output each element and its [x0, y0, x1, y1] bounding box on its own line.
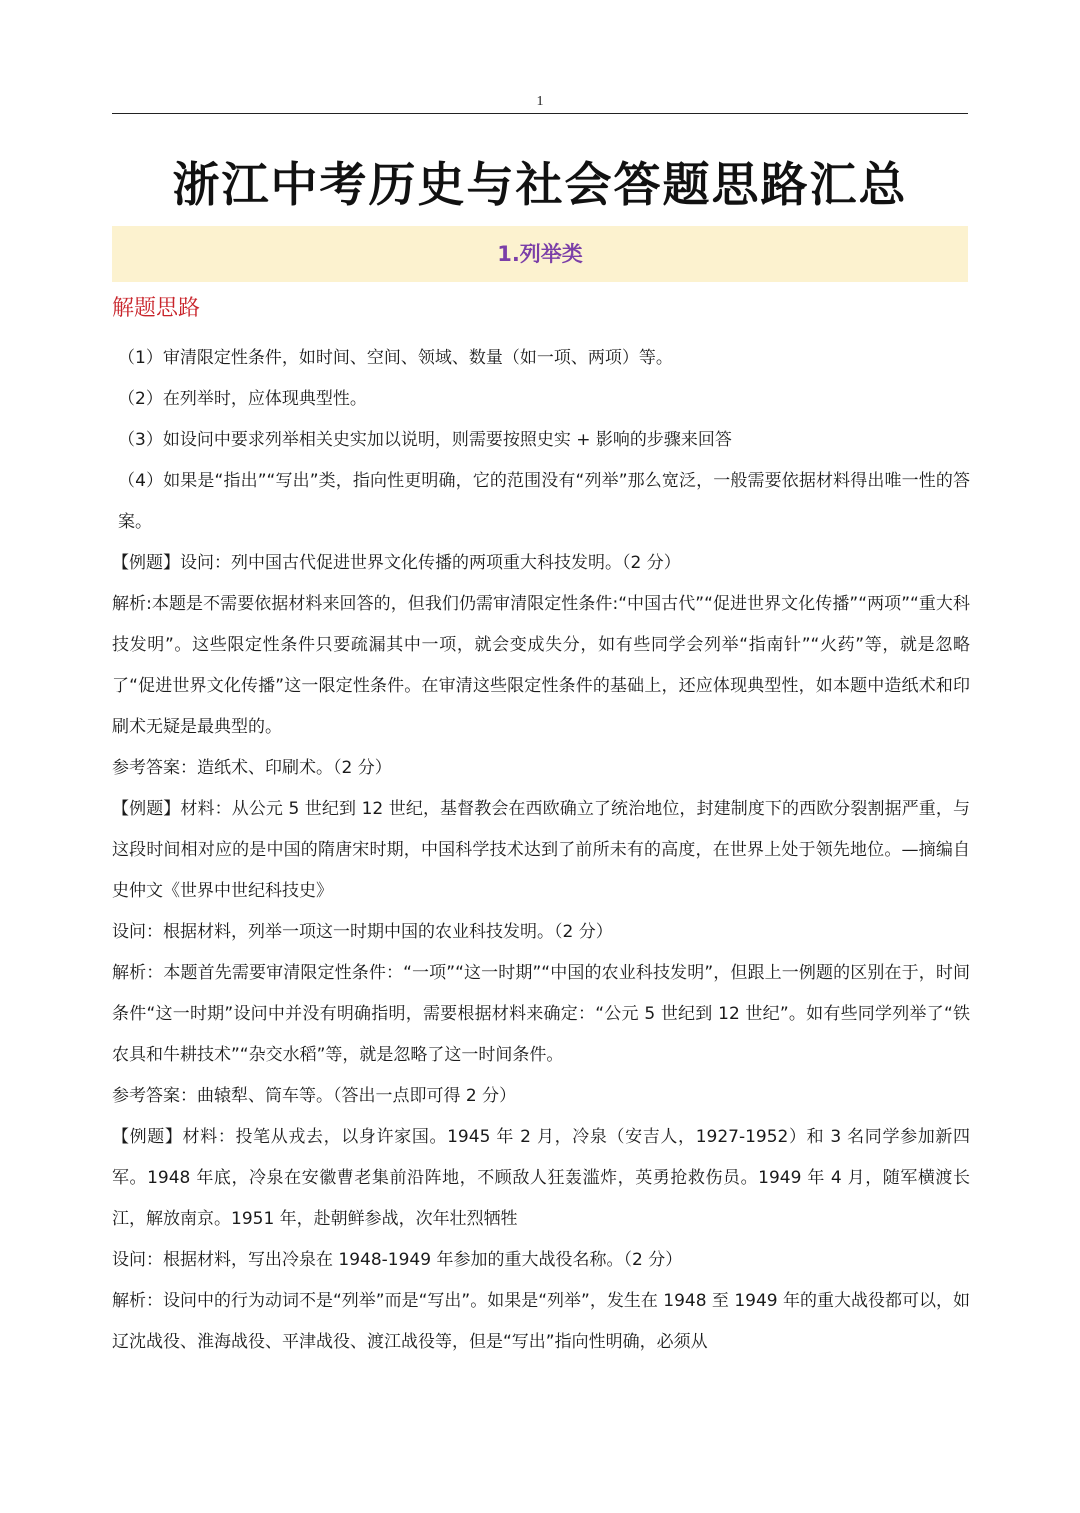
approach-heading: 解题思路	[112, 296, 201, 321]
example-1-answer: 参考答案：造纸术、印刷术。（2 分）	[112, 758, 392, 778]
page-number: 1	[536, 94, 544, 109]
example-2-question: 设问：根据材料，列举一项这一时期中国的农业科技发明。（2 分）	[112, 922, 613, 942]
example-2-material: 【例题】材料：从公元 5 世纪到 12 世纪，基督教会在西欧确立了统治地位，封建制度下的西欧分裂割据严重，与这段时间相对应的是中国的隋唐宋时期，中国科学技术达到了前所未有的高度，在世界上处于领先地位。—摘编自史仲文《世界中世纪科技史》	[112, 799, 970, 901]
example-3-material: 【例题】材料：投笔从戎去，以身许家国。1945 年 2 月，冷泉（安吉人，1927-1952）和 3 名同学参加新四军。1948 年底，冷泉在安徽曹老集前沿阵地，不顾敌人狂轰滥炸，英勇抢救伤员。1949 年 4 月，随军横渡长江，解放南京。1951 年，赴朝鲜参战，次年壮烈牺牲	[112, 1127, 970, 1229]
example-3-question: 设问：根据材料，写出冷泉在 1948-1949 年参加的重大战役名称。（2 分）	[112, 1250, 683, 1270]
example-3-analysis: 解析：设问中的行为动词不是“列举”而是“写出”。如果是“列举”，发生在 1948 至 1949 年的重大战役都可以，如辽沈战役、淮海战役、平津战役、渡江战役等，但是“写出”指向性明确，必须从	[112, 1291, 970, 1352]
approach-step-3: （3）如设问中要求列举相关史实加以说明，则需要按照史实 + 影响的步骤来回答	[118, 430, 732, 450]
approach-step-2: （2）在列举时，应体现典型性。	[118, 389, 367, 409]
example-1-question: 【例题】设问：列中国古代促进世界文化传播的两项重大科技发明。（2 分）	[112, 553, 681, 573]
approach-step-4: （4）如果是“指出”“写出”类，指向性更明确，它的范围没有“列举”那么宽泛，一般需要依据材料得出唯一性的答案。	[118, 471, 970, 532]
document-title: 浙江中考历史与社会答题思路汇总	[172, 158, 908, 213]
section-label: 1.列举类	[497, 242, 583, 266]
header-rule	[112, 113, 968, 114]
approach-step-1: （1）审清限定性条件，如时间、空间、领域、数量（如一项、两项）等。	[118, 348, 673, 368]
example-2-answer: 参考答案：曲辕犁、筒车等。（答出一点即可得 2 分）	[112, 1086, 517, 1106]
section-banner	[112, 226, 968, 282]
example-1-analysis: 解析:本题是不需要依据材料来回答的，但我们仍需审清限定性条件:“中国古代”“促进世界文化传播”“两项”“重大科技发明”。这些限定性条件只要疏漏其中一项，就会变成失分，如有些同学会列举“指南针”“火药”等，就是忽略了“促进世界文化传播”这一限定性条件。在审清这些限定性条件的基础上，还应体现典型性，如本题中造纸术和印刷术无疑是最典型的。	[112, 594, 970, 737]
document-body	[112, 338, 970, 1363]
example-2-analysis: 解析：本题首先需要审清限定性条件：“一项”“这一时期”“中国的农业科技发明”，但跟上一例题的区别在于，时间条件“这一时期”设问中并没有明确指明，需要根据材料来确定：“公元 5 世纪到 12 世纪”。如有些同学列举了“铁农具和牛耕技术”“杂交水稻”等，就是忽略了这一时间条件。	[112, 963, 970, 1065]
